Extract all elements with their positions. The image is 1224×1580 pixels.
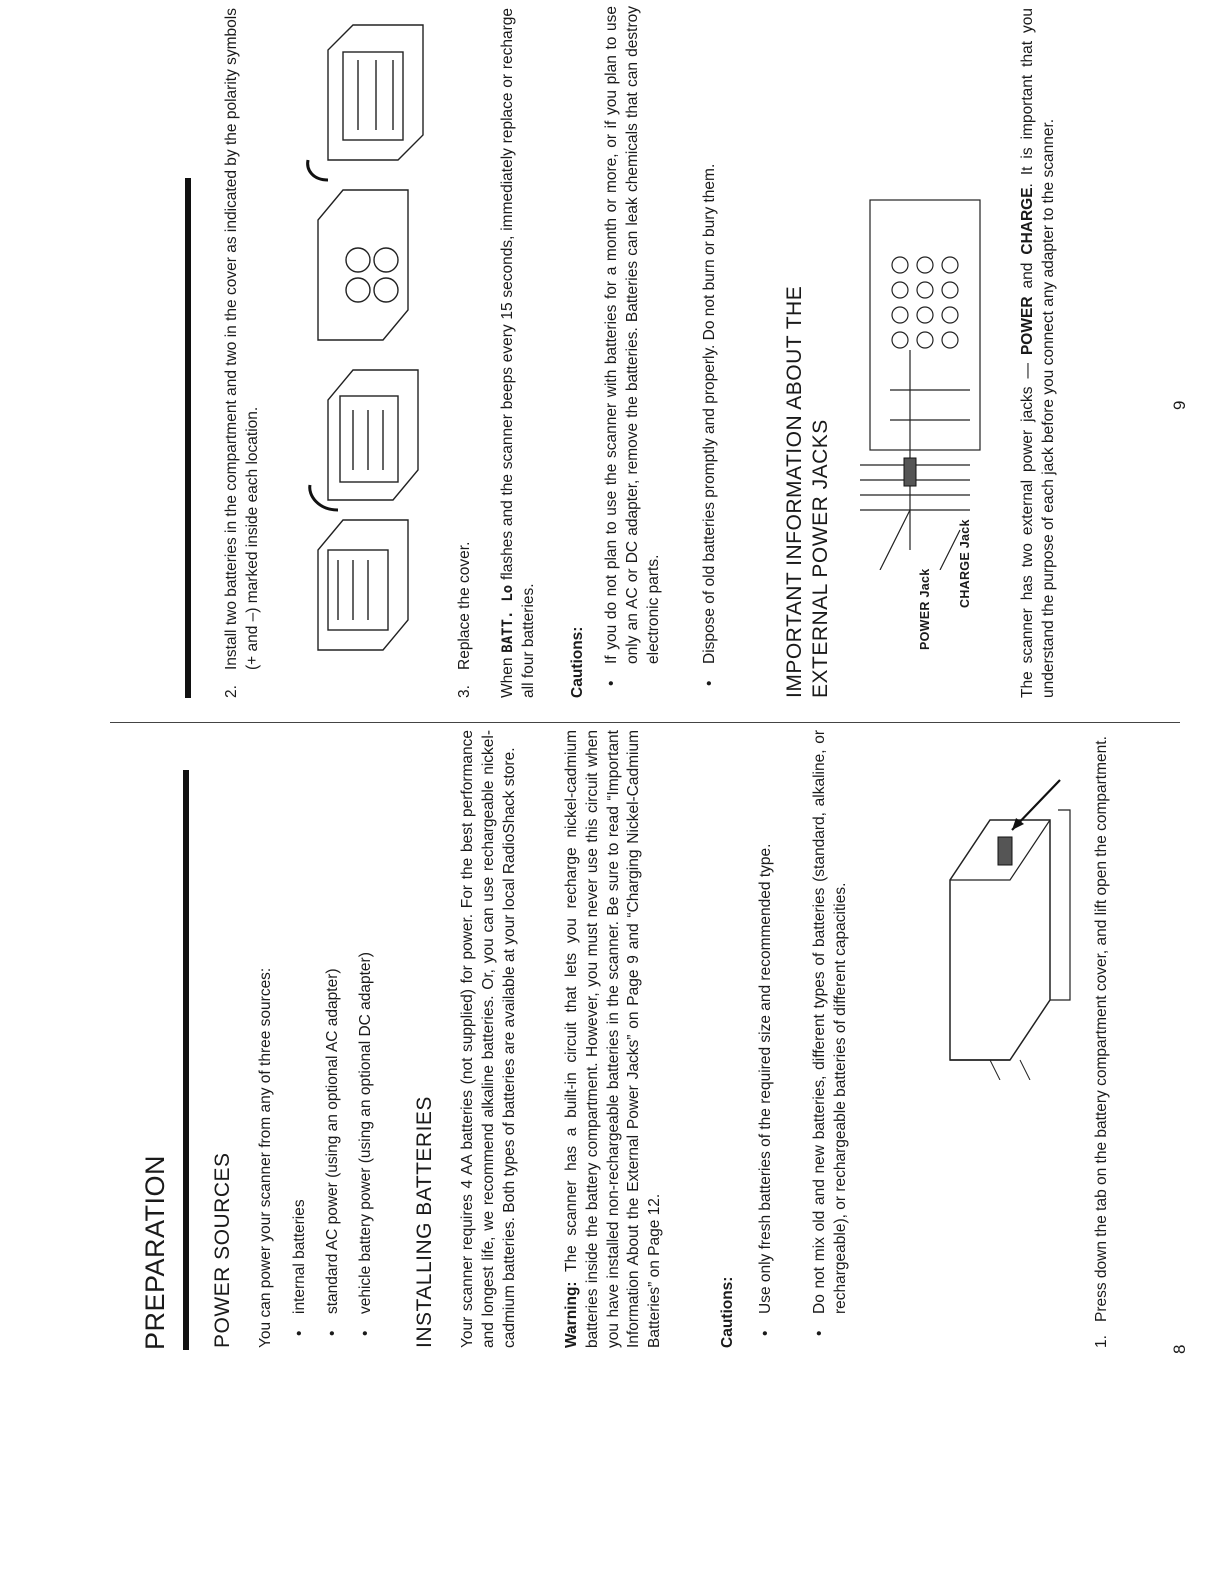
step3-text: Replace the cover. [456, 541, 473, 670]
step3 [455, 8, 476, 698]
battery-install-illustration [298, 20, 448, 660]
power-source-item: • internal batteries [290, 736, 311, 1336]
title-rule [183, 770, 189, 1350]
bullet-dot: • [324, 1330, 341, 1336]
bullet-dot: • [757, 1330, 774, 1336]
warning-text: The scanner has a built-in circuit that lets you recharge nickel-cadmium batteries inside the battery compartment. However, you must never use this circuit when you have installed non-rechargeable batteries in the scanner. Be sure to read “Important Information About the External Power Jacks” on Page 9 and “Charging Nickel-Cadmium Batteries” on Page 12. [563, 730, 664, 1348]
page-number-right: 9 [1170, 400, 1189, 410]
warning-para [562, 730, 666, 1348]
caution-item: • Use only fresh batteries of the required size and recommended type. [756, 730, 777, 1336]
power-jack-label: POWER Jack [918, 568, 932, 650]
batt-lo-indicator: BATT. Lo [500, 584, 516, 653]
power-jack-name: POWER [1019, 296, 1036, 356]
cautions-label-left: Cautions: [719, 1276, 736, 1348]
power-sources-heading: POWER SOURCES [211, 1152, 234, 1348]
right-page-rule [185, 178, 191, 698]
installing-para: Your scanner requires 4 AA batteries (not supplied) for power. For the best performance and longest life, we recommend alkaline batteries. Or, you can use rechargeable nickel-cadmium batteries. Both types of batteries are available at your local RadioShack store. [459, 730, 518, 1348]
step2-text: Install two batteries in the compartment and two in the cover as indicated by the polarity symbols (+ and –) marked inside each location. [223, 8, 261, 670]
power-source-item: • vehicle battery power (using an optional DC adapter) [356, 736, 377, 1336]
step1 [1092, 730, 1113, 1348]
bullet-dot: • [291, 1330, 308, 1336]
charge-jack-name: CHARGE [1019, 187, 1036, 255]
charge-jack-label: CHARGE Jack [958, 519, 972, 608]
bullet-dot: • [357, 1330, 374, 1336]
step1-text: Press down the tab on the battery compartment cover, and lift open the compartment. [1093, 736, 1110, 1322]
battery-compartment-illustration [930, 750, 1090, 1080]
step3-number: 3. [456, 685, 473, 698]
center-fold-line [110, 722, 1180, 723]
caution-item: • Dispose of old batteries promptly and properly. Do not burn or bury them. [700, 6, 721, 686]
caution-item: • Do not mix old and new batteries, different types of batteries (standard, alkaline, or rechargeable), or rechargeable batteries of different capacities. [811, 730, 849, 1336]
bullet-dot: • [701, 680, 718, 686]
page-title: PREPARATION [140, 1154, 170, 1350]
batt-lo-para: When BATT. Lo flashes and the scanner beeps every 15 seconds, immediately replace or recharge all four batteries. [499, 7, 537, 698]
step1-number: 1. [1093, 1335, 1110, 1348]
installing-batteries-heading: INSTALLING BATTERIES [413, 1096, 436, 1348]
bullet-dot: • [603, 680, 620, 686]
power-source-item: • standard AC power (using an optional AC adapter) [323, 736, 344, 1336]
power-jacks-diagram [850, 150, 1000, 570]
power-sources-intro: You can power your scanner from any of three sources: [257, 967, 274, 1348]
cautions-label-right: Cautions: [569, 626, 586, 698]
caution-item: • If you do not plan to use the scanner with batteries for a month or more, or if you plan to use only an AC or DC adapter, remove the batteries. Batteries can leak chemicals that can destroy electronic parts. [603, 6, 662, 686]
step2 [222, 8, 264, 698]
step2-number: 2. [223, 685, 240, 698]
page-number-left: 8 [1170, 1344, 1189, 1354]
warning-label: Warning: [563, 1281, 580, 1348]
jacks-heading: IMPORTANT INFORMATION ABOUT THE EXTERNAL POWER JACKS [783, 285, 833, 698]
jacks-para: The scanner has two external power jacks — POWER and CHARGE. It is important that you understand the purpose of each jack before you connect any adapter to the scanner. [1019, 7, 1057, 698]
bullet-dot: • [811, 1330, 828, 1336]
